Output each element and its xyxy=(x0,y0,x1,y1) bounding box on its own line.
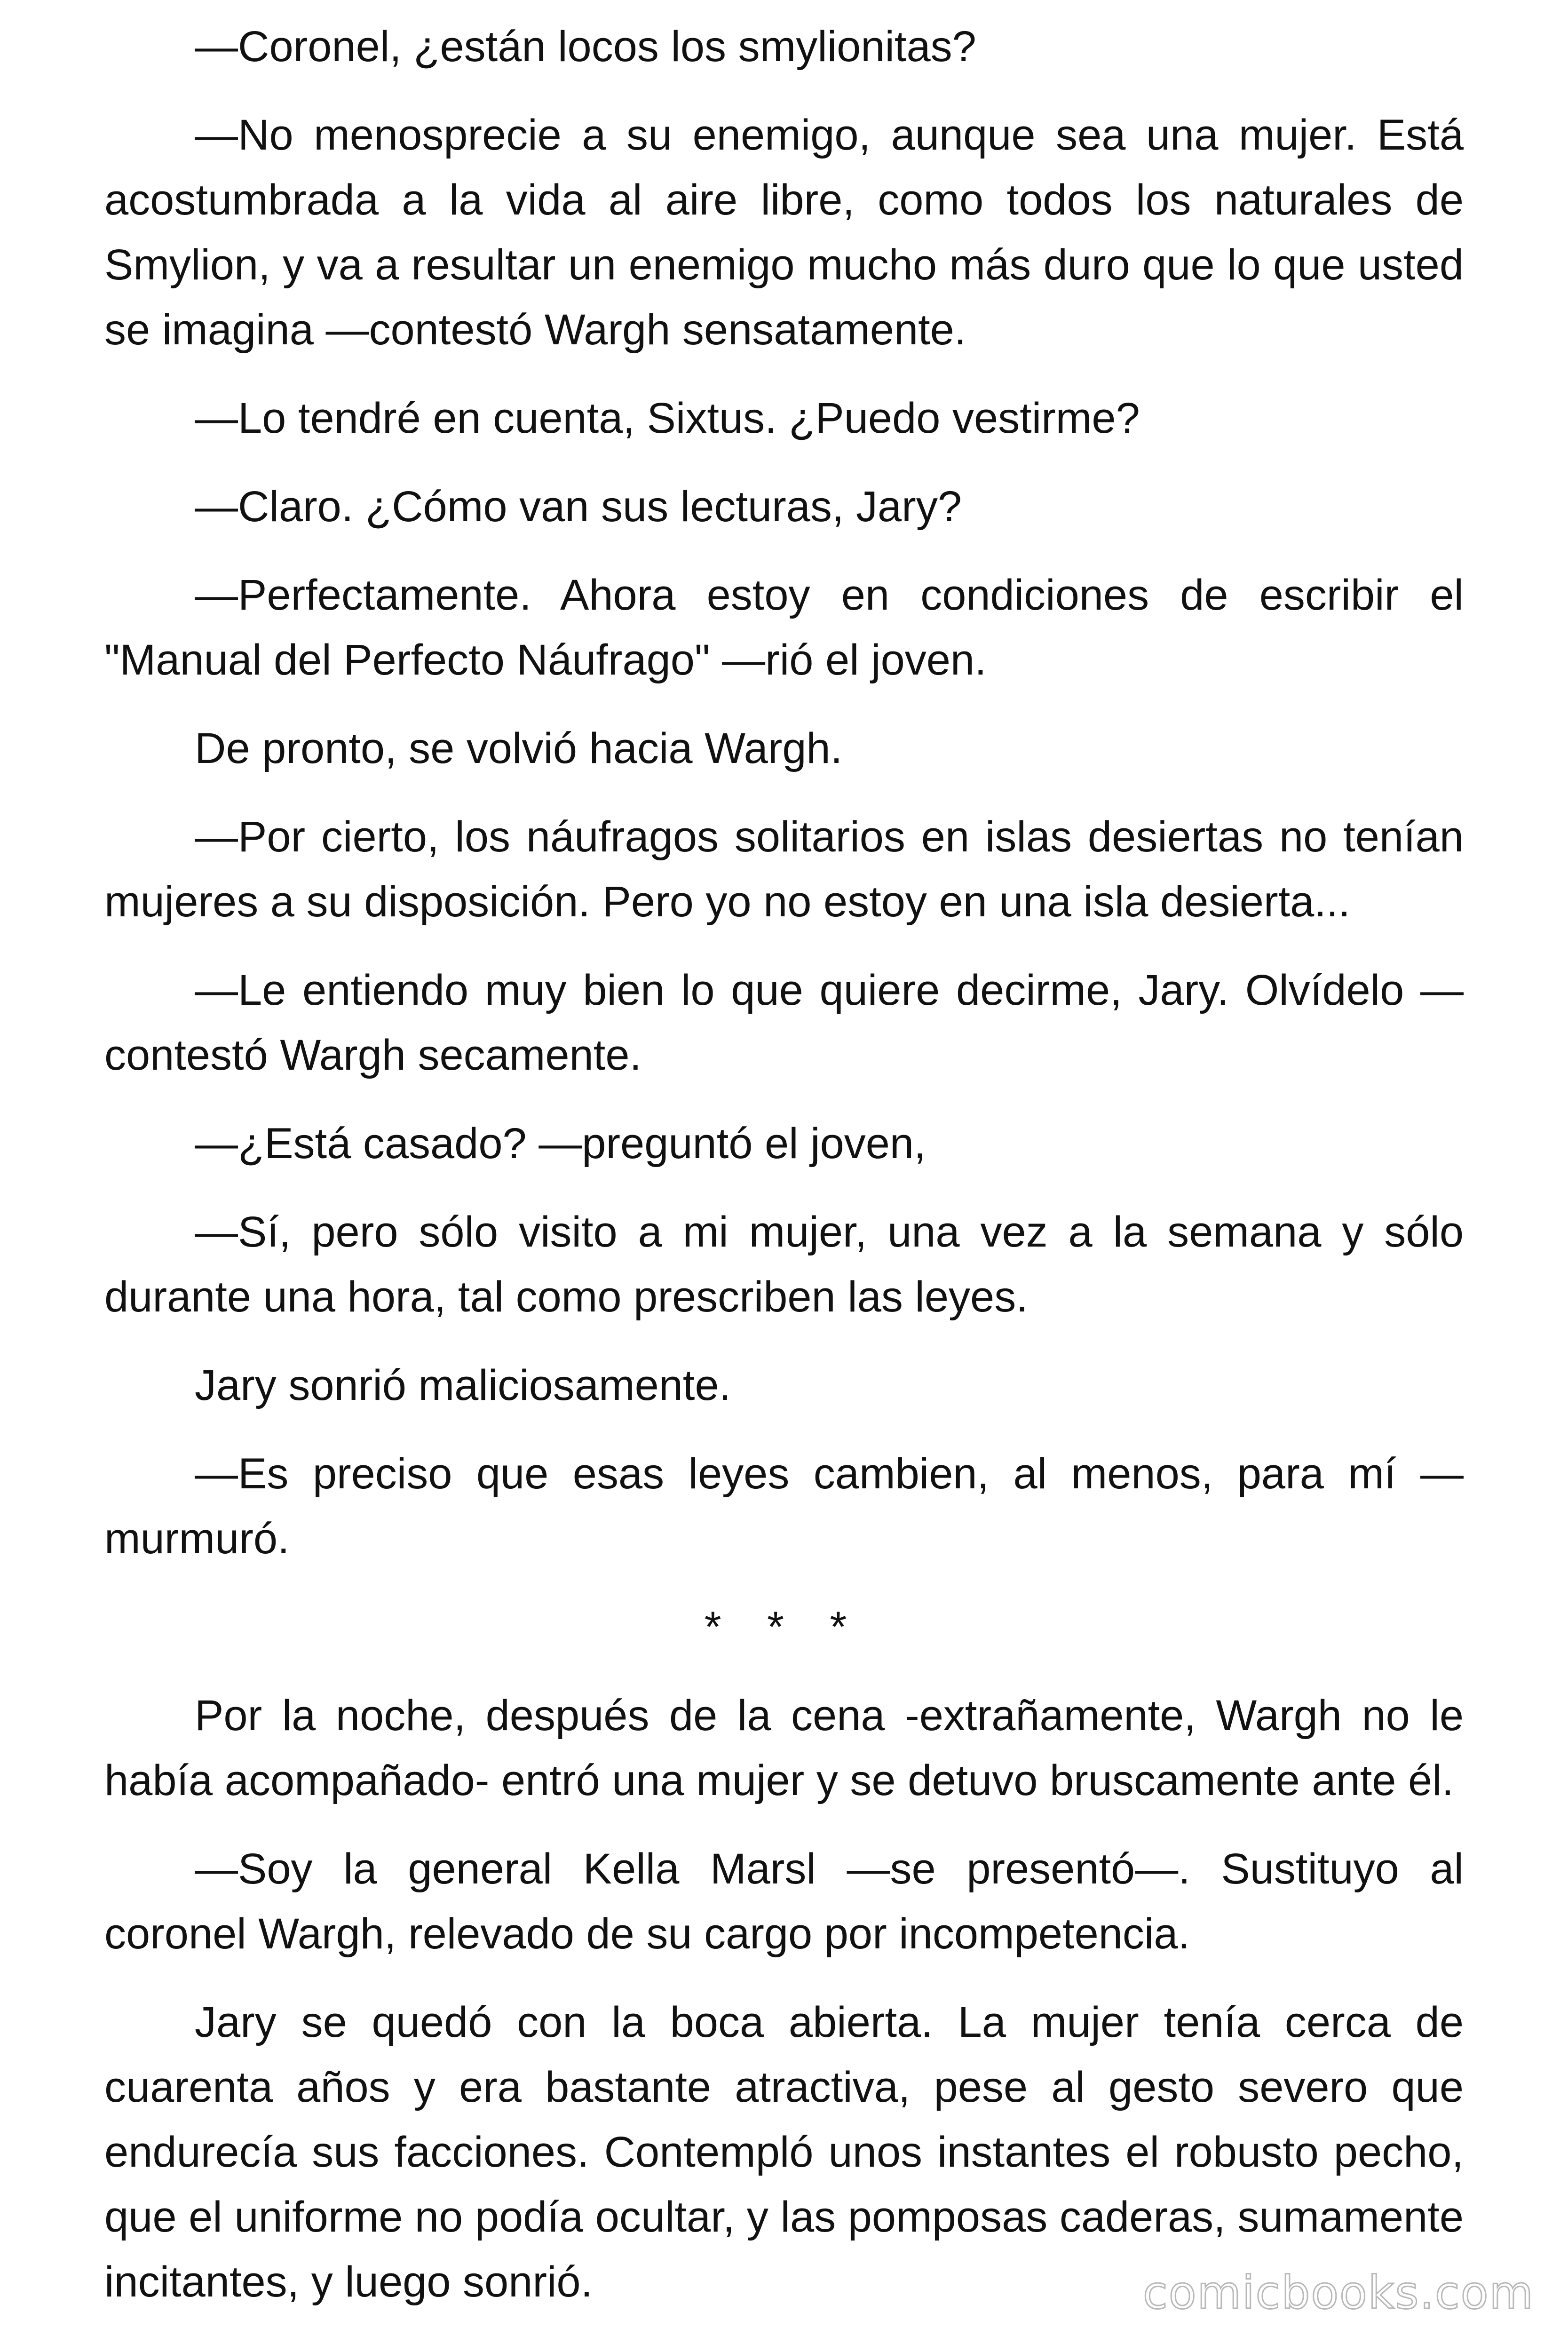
paragraph: —Perfectamente. Ahora estoy en condiciones de escribir el "Manual del Perfecto Náufrago" —rió el joven. xyxy=(104,571,1464,684)
paragraph: —Soy la general Kella Marsl —se presentó—. Sustituyo al coronel Wargh, relevado de su cargo por incompetencia. xyxy=(104,1845,1464,1958)
paragraph: —¿Está casado? —preguntó el joven, xyxy=(195,1120,926,1168)
paragraph: De pronto, se volvió hacia Wargh. xyxy=(195,724,843,772)
paragraph: —Le entiendo muy bien lo que quiere decirme, Jary. Olvídelo —contestó Wargh secamente. xyxy=(104,966,1464,1079)
paragraph: —Es preciso que esas leyes cambien, al menos, para mí —murmuró. xyxy=(104,1450,1464,1563)
paragraph: —Claro. ¿Cómo van sus lecturas, Jary? xyxy=(195,483,962,531)
paragraph: —Coronel, ¿están locos los smylionitas? xyxy=(195,23,976,71)
paragraph: —Sí, pero sólo visito a mi mujer, una vez a la semana y sólo durante una hora, tal como prescriben las leyes. xyxy=(104,1208,1464,1321)
paragraph: —No menosprecie a su enemigo, aunque sea una mujer. Está acostumbrada a la vida al aire libre, como todos los naturales de Smylion, y va a resultar un enemigo mucho más duro que lo que usted se imagina —contestó Wargh sensatamente. xyxy=(104,111,1464,354)
watermark-logo: comicbooks.com xyxy=(1142,2266,1534,2319)
paragraph: Jary se quedó con la boca abierta. La mujer tenía cerca de cuarenta años y era bastante atractiva, pese al gesto severo que endurecía sus facciones. Contempló unos instantes el robusto pecho, que el uniforme no podía ocultar, y las pomposas caderas, sumamente incitantes, y luego sonrió. xyxy=(104,1998,1464,2306)
section-separator: * * * xyxy=(704,1603,864,1651)
paragraph: Por la noche, después de la cena -extrañamente, Wargh no le había acompañado- entró una mujer y se detuvo bruscamente ante él. xyxy=(104,1692,1464,1804)
paragraph: Jary sonrió maliciosamente. xyxy=(195,1361,731,1409)
paragraph: —Lo tendré en cuenta, Sixtus. ¿Puedo vestirme? xyxy=(195,394,1140,442)
document-page xyxy=(104,14,1464,2338)
paragraph: —Por cierto, los náufragos solitarios en islas desiertas no tenían mujeres a su disposición. Pero yo no estoy en una isla desierta... xyxy=(104,813,1464,926)
